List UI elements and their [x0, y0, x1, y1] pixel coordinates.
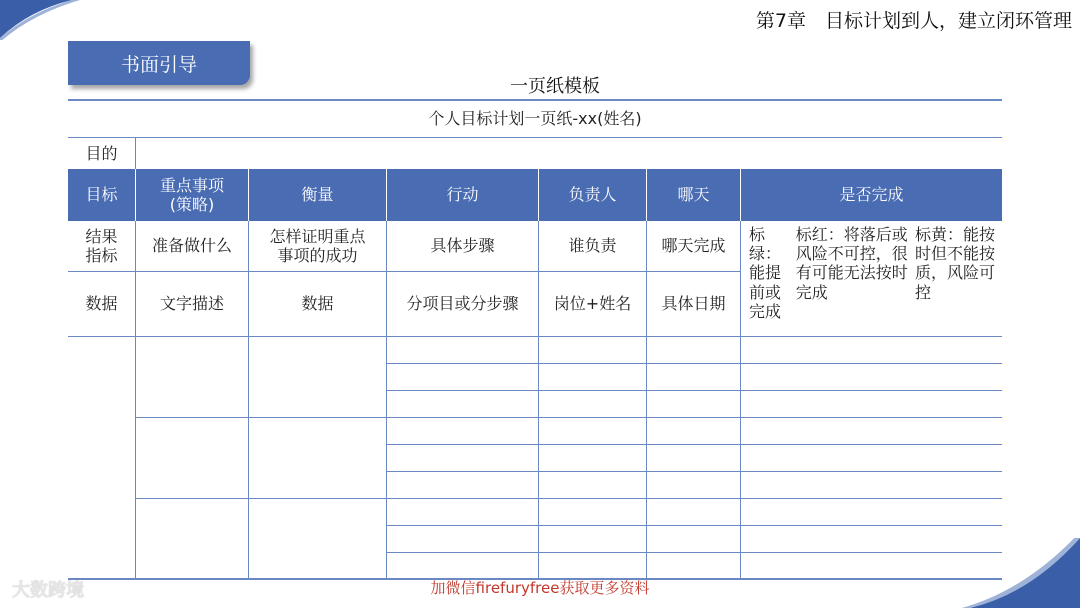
empty-measure-cell[interactable]	[248, 418, 386, 499]
empty-owner-cell[interactable]	[538, 472, 646, 499]
empty-measure-cell[interactable]	[248, 337, 386, 418]
table-subtitle: 个人目标计划一页纸-xx(姓名)	[68, 101, 1002, 138]
empty-completion-cell[interactable]	[740, 472, 1002, 499]
empty-completion-cell[interactable]	[740, 364, 1002, 391]
completion-legend	[740, 221, 1002, 337]
empty-action-cell[interactable]	[386, 472, 538, 499]
row1-date: 哪天完成	[646, 221, 740, 272]
empty-date-cell[interactable]	[646, 472, 740, 499]
empty-action-cell[interactable]	[386, 445, 538, 472]
watermark: 大数跨境	[12, 580, 84, 601]
row2-key-items: 文字描述	[135, 272, 248, 337]
col-header-measure: 衡量	[248, 169, 386, 221]
goal-plan-table	[68, 99, 1002, 580]
corner-decoration-top-left	[0, 0, 90, 40]
legend-green: 标绿：能提前或完成	[749, 225, 782, 321]
row2-measure: 数据	[248, 272, 386, 337]
empty-completion-cell[interactable]	[740, 499, 1002, 526]
empty-date-cell[interactable]	[646, 337, 740, 364]
empty-date-cell[interactable]	[646, 391, 740, 418]
empty-owner-cell[interactable]	[538, 445, 646, 472]
empty-action-cell[interactable]	[386, 337, 538, 364]
col-header-key-items: 重点事项 (策略)	[135, 169, 248, 221]
chapter-title: 第7章 目标计划到人，建立闭环管理	[755, 10, 1072, 32]
empty-action-cell[interactable]	[386, 526, 538, 553]
empty-action-cell[interactable]	[386, 364, 538, 391]
empty-date-cell[interactable]	[646, 445, 740, 472]
row1-goal: 结果 指标	[68, 221, 135, 272]
empty-date-cell[interactable]	[646, 418, 740, 445]
col-header-completion: 是否完成	[740, 169, 1002, 221]
col-header-goal: 目标	[68, 169, 135, 221]
empty-completion-cell[interactable]	[740, 337, 1002, 364]
empty-completion-cell[interactable]	[740, 418, 1002, 445]
purpose-label: 目的	[85, 143, 118, 163]
legend-red: 标红：将落后或风险不可控，很有可能无法按时完成	[795, 225, 908, 302]
row1-owner: 谁负责	[538, 221, 646, 272]
empty-action-cell[interactable]	[386, 499, 538, 526]
col-header-owner: 负责人	[538, 169, 646, 221]
empty-date-cell[interactable]	[646, 553, 740, 580]
col-header-action: 行动	[386, 169, 538, 221]
empty-completion-cell[interactable]	[740, 553, 1002, 580]
row2-date: 具体日期	[646, 272, 740, 337]
footer-note: 加微信firefuryfree获取更多资料	[430, 579, 650, 597]
empty-measure-cell[interactable]	[248, 499, 386, 580]
empty-key-item-cell[interactable]	[135, 499, 248, 580]
template-title: 一页纸模板	[510, 76, 600, 97]
empty-completion-cell[interactable]	[740, 526, 1002, 553]
row1-measure: 怎样证明重点 事项的成功	[248, 221, 386, 272]
empty-owner-cell[interactable]	[538, 499, 646, 526]
empty-completion-cell[interactable]	[740, 391, 1002, 418]
empty-goal-cell[interactable]	[68, 337, 135, 580]
row1-action: 具体步骤	[386, 221, 538, 272]
row1-key-items: 准备做什么	[135, 221, 248, 272]
legend-yellow: 标黄：能按时但不能按质，风险可控	[915, 225, 996, 302]
empty-date-cell[interactable]	[646, 499, 740, 526]
empty-action-cell[interactable]	[386, 391, 538, 418]
row2-owner: 岗位+姓名	[538, 272, 646, 337]
row2-action: 分项目或分步骤	[386, 272, 538, 337]
empty-owner-cell[interactable]	[538, 526, 646, 553]
empty-owner-cell[interactable]	[538, 418, 646, 445]
empty-action-cell[interactable]	[386, 418, 538, 445]
col-header-date: 哪天	[646, 169, 740, 221]
empty-owner-cell[interactable]	[538, 391, 646, 418]
empty-key-item-cell[interactable]	[135, 418, 248, 499]
section-tag: 书面引导	[68, 41, 250, 85]
purpose-field[interactable]	[135, 138, 1002, 169]
empty-date-cell[interactable]	[646, 364, 740, 391]
empty-owner-cell[interactable]	[538, 337, 646, 364]
empty-owner-cell[interactable]	[538, 364, 646, 391]
empty-key-item-cell[interactable]	[135, 337, 248, 418]
row2-goal: 数据	[68, 272, 135, 337]
empty-action-cell[interactable]	[386, 553, 538, 580]
empty-completion-cell[interactable]	[740, 445, 1002, 472]
empty-owner-cell[interactable]	[538, 553, 646, 580]
empty-date-cell[interactable]	[646, 526, 740, 553]
